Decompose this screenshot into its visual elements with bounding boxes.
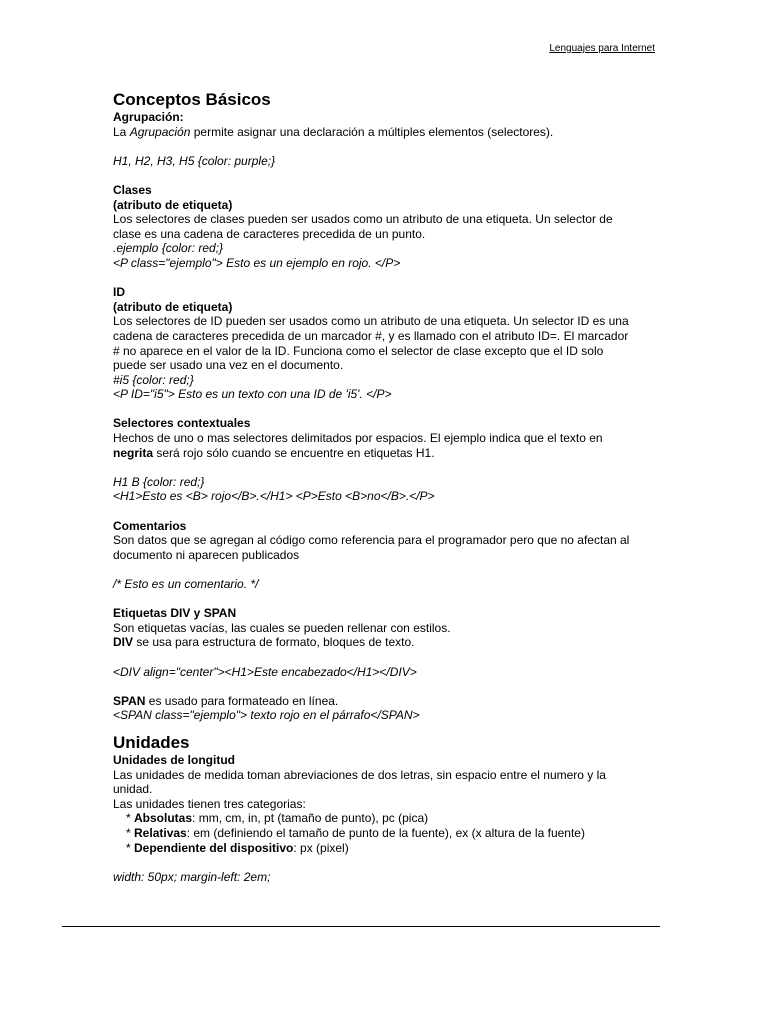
running-header: Lenguajes para Internet	[549, 43, 655, 54]
section-title-unidades: Unidades	[113, 732, 190, 752]
section-title-conceptos: Conceptos Básicos	[113, 90, 271, 109]
clases-text-1: Los selectores de clases pueden ser usados como un atributo de una etiqueta. Un selector de	[113, 212, 613, 227]
comentarios-heading: Comentarios	[113, 518, 187, 533]
id-text-2: cadena de caracteres precedida de un marcador #, y es llamado con el atributo ID=. El marcador	[113, 328, 629, 343]
unit-category-item: * Relativas: em (definiendo el tamaño de punto de la fuente), ex (x altura de la fuente)	[126, 825, 585, 840]
contextuales-heading: Selectores contextuales	[113, 416, 251, 431]
agrupacion-heading: Agrupación:	[113, 110, 184, 124]
div-code: <DIV align="center"><H1>Este encabezado</H1></DIV>	[113, 664, 417, 679]
unit-category-item: * Dependiente del dispositivo: px (pixel)	[126, 840, 349, 855]
clases-text-2: clase es una cadena de caracteres precedida de un punto.	[113, 226, 426, 241]
comentarios-text-1: Son datos que se agregan al código como referencia para el programador pero que no afectan al	[113, 533, 630, 548]
id-heading: ID	[113, 285, 125, 300]
contextuales-text-2: negrita será rojo sólo cuando se encuentre en etiquetas H1.	[113, 445, 435, 460]
contextuales-code-1: H1 B {color: red;}	[113, 474, 205, 489]
clases-heading: Clases	[113, 182, 152, 197]
div-span-heading: Etiquetas DIV y SPAN	[113, 606, 237, 621]
unidades-text-1: Las unidades de medida toman abreviaciones de dos letras, sin espacio entre el numero y la	[113, 767, 606, 782]
unidades-text-3: Las unidades tienen tres categorias:	[113, 796, 306, 811]
clases-subheading: (atributo de etiqueta)	[113, 197, 233, 212]
unit-category-item: * Absolutas: mm, cm, in, pt (tamaño de punto), pc (pica)	[126, 811, 429, 826]
id-subheading: (atributo de etiqueta)	[113, 299, 233, 314]
comentarios-code: /* Esto es un comentario. */	[113, 577, 259, 591]
contextuales-text-1: Hechos de uno o mas selectores delimitados por espacios. El ejemplo indica que el texto en	[113, 431, 603, 446]
agrupacion-code: H1, H2, H3, H5 {color: purple;}	[113, 153, 276, 168]
contextuales-code-2: <H1>Esto es <B> rojo</B>.</H1> <P>Esto <B>no</B>.</P>	[113, 489, 435, 504]
id-text-1: Los selectores de ID pueden ser usados como un atributo de una etiqueta. Un selector ID es una	[113, 314, 629, 329]
div-span-text-1: Son etiquetas vacías, las cuales se pueden rellenar con estilos.	[113, 620, 451, 635]
unidades-heading: Unidades de longitud	[113, 752, 235, 767]
footer-rule	[62, 926, 660, 927]
clases-code-1: .ejemplo {color: red;}	[113, 241, 224, 256]
id-code-1: #i5 {color: red;}	[113, 372, 194, 387]
span-description: SPAN es usado para formateado en línea.	[113, 693, 339, 708]
unidades-text-2: unidad.	[113, 782, 153, 797]
id-text-4: puede ser usado una vez en el documento.	[113, 358, 344, 373]
clases-code-2: <P class="ejemplo"> Esto es un ejemplo en rojo. </P>	[113, 255, 401, 270]
unidades-code: width: 50px; margin-left: 2em;	[113, 869, 271, 884]
comentarios-text-2: documento ni aparecen publicados	[113, 547, 300, 562]
id-text-3: # no aparece en el valor de la ID. Funciona como el selector de clase excepto que el ID solo	[113, 343, 604, 358]
div-description: DIV se usa para estructura de formato, bloques de texto.	[113, 635, 415, 650]
agrupacion-text: La Agrupación permite asignar una declaración a múltiples elementos (selectores).	[113, 124, 554, 139]
id-code-2: <P ID="i5"> Esto es un texto con una ID de 'i5'. </P>	[113, 387, 392, 402]
document-body	[113, 90, 658, 884]
span-code: <SPAN class="ejemplo"> texto rojo en el párrafo</SPAN>	[113, 708, 420, 723]
